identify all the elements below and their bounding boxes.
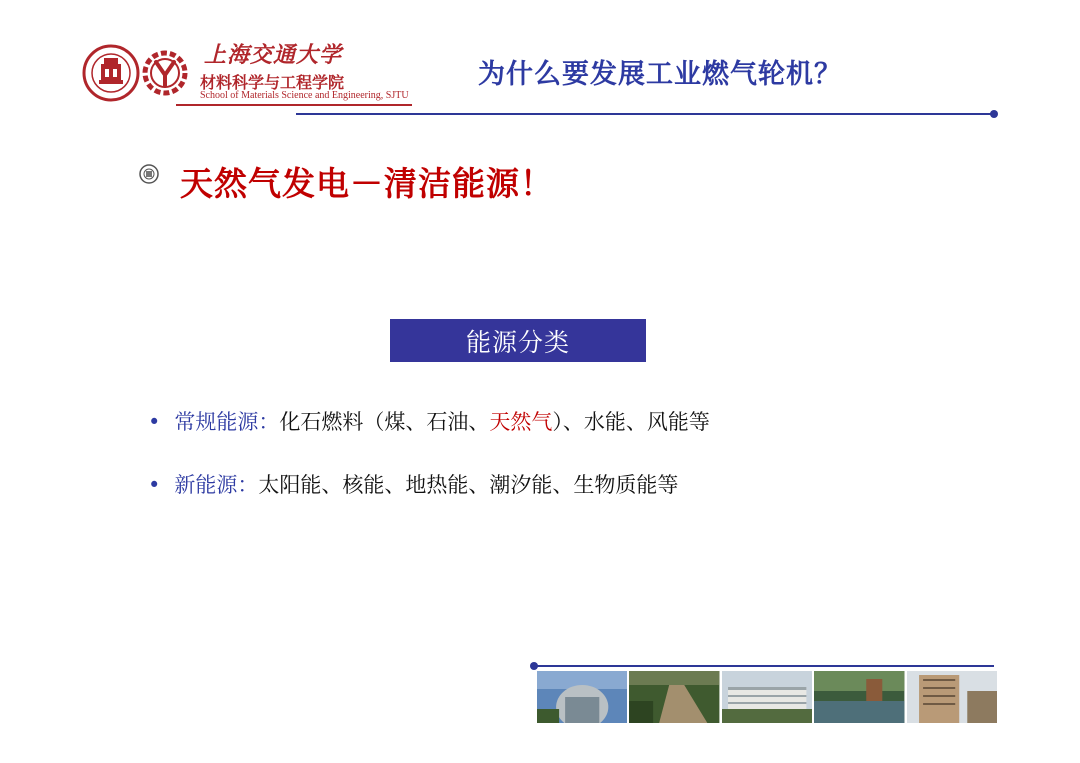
item-text: 化石燃料（煤、石油、 bbox=[279, 410, 490, 434]
slide-title: 为什么要发展工业燃气轮机？ bbox=[478, 59, 842, 90]
bullet-dot: • bbox=[148, 473, 161, 497]
headline: 天然气发电－清洁能源！ bbox=[180, 164, 554, 203]
logo-underline bbox=[176, 104, 412, 106]
item-colon: ： bbox=[258, 410, 280, 434]
bottom-divider bbox=[536, 665, 994, 667]
school-name-cn: 材料科学与工程学院 bbox=[200, 73, 345, 92]
item-label: 新能源 bbox=[174, 473, 238, 497]
bullet-dot: • bbox=[148, 410, 161, 434]
item-colon: ： bbox=[237, 473, 259, 497]
list-item bbox=[148, 469, 678, 499]
school-gear-logo bbox=[140, 48, 190, 98]
item-highlight: 天然气 bbox=[489, 410, 553, 434]
campus-photo-strip bbox=[537, 671, 997, 723]
campus-photo-tower bbox=[907, 671, 997, 723]
university-seal-logo bbox=[82, 44, 140, 102]
top-divider-dot bbox=[990, 110, 998, 118]
campus-photo-hall bbox=[722, 671, 812, 723]
campus-photo-path bbox=[629, 671, 719, 723]
category-box: 能源分类 bbox=[390, 319, 646, 362]
list-item bbox=[148, 406, 710, 436]
campus-photo-lake bbox=[814, 671, 904, 723]
university-name-cn: 上海交通大学 bbox=[204, 42, 343, 68]
item-label: 常规能源 bbox=[174, 410, 259, 434]
campus-photo-building bbox=[537, 671, 627, 723]
seal-bullet-icon bbox=[138, 163, 160, 185]
item-text: 太阳能、核能、地热能、潮汐能、生物质能等 bbox=[258, 473, 679, 497]
school-name-en: School of Materials Science and Engineering, SJTU bbox=[200, 90, 409, 101]
top-divider bbox=[296, 113, 992, 115]
item-text-after: ）、水能、风能等 bbox=[552, 410, 710, 434]
